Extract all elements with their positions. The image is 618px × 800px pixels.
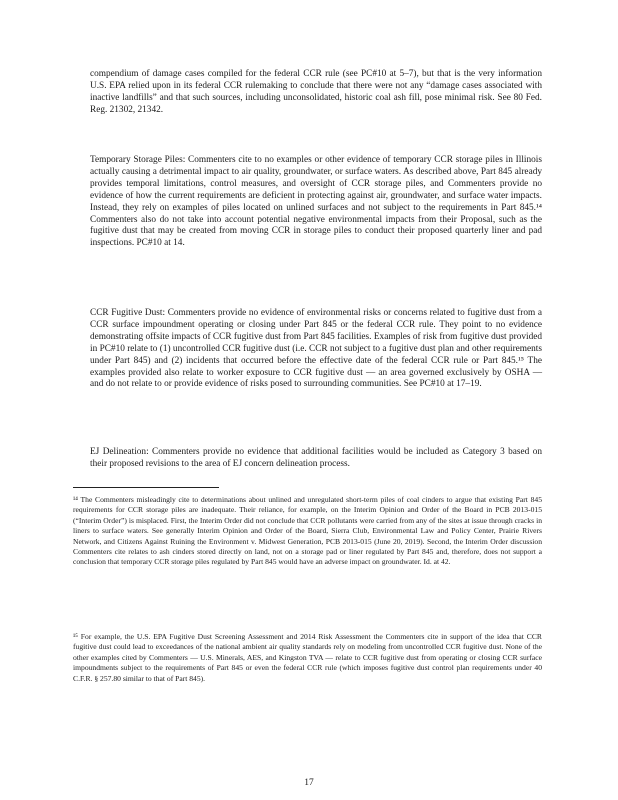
footnote-14: ¹⁴ The Commenters misleadingly cite to determinations about unlined and unregulated short-term piles of coal cinders to argue that existing Part 845 requirements for CCR storage piles are inadequate. Their reliance, for example, on the Interim Opinion and Order of the Board in PCB 2013-015 (“Interim Order”) is misplaced. First, the Interim Order did not conclude that CCR pollutants were carried from any of the sites at issue through cracks in liners to surface waters. See generally Interim Opinion and Order of the Board, Sierra Club, Environmental Law and Policy Center, Prairie Rivers Network, and Citizens Against Ruining the Environment v. Midwest Generation, PCB 2013-015 (June 20, 2019). Second, the Interim Order discussion Commenters cite relates to ash cinders stored directly on land, not on a storage pad or liner regulated by Part 845 and, therefore, does not support a conclusion that temporary CCR storage piles regulated by Part 845 would have an adverse impact on groundwater. Id. at 42. xyxy=(73,495,542,567)
ej-delineation-paragraph: EJ Delineation: Commenters provide no evidence that additional facilities would be included as Category 3 based on their proposed revisions to the area of EJ concern delineation process. xyxy=(90,447,542,469)
ccr-fugitive-dust-paragraph: CCR Fugitive Dust: Commenters provide no evidence of environmental risks or concerns related to fugitive dust from a CCR surface impoundment operating or closing under Part 845 or the federal CCR rule. They point to no evidence demonstrating offsite impacts of CCR fugitive dust from Part 845 facilities. Examples of risk from fugitive dust provided in PC#10 relate to (1) uncontrolled CCR fugitive dust (i.e. CCR not subject to a fugitive dust plan and other requirements under Part 845) and (2) incidents that occurred before the effective date of the federal CCR rule or Part 845.¹⁵ The examples provided also relate to worker exposure to CCR fugitive dust — an area governed exclusively by OSHA — and do not relate to or provide evidence of risks posed to surrounding communities. See PC#10 at 17–19. xyxy=(90,308,542,390)
page-number: 17 xyxy=(304,778,314,788)
footnote-divider xyxy=(73,487,219,488)
temporary-storage-piles-paragraph: Temporary Storage Piles: Commenters cite to no examples or other evidence of temporary CCR storage piles in Illinois actually causing a detrimental impact to air quality, groundwater, or surface waters. As described above, Part 845 already provides temporal limitations, control measures, and oversight of CCR storage piles, and Commenters provide no evidence of how the current requirements are deficient in protecting against air, groundwater, and surface water impacts. Instead, they rely on examples of piles located on unlined surfaces and not subject to the requirements in Part 845.¹⁴ Commenters also do not take into account potential negative environmental impacts from their Proposal, such as the fugitive dust that may be created from moving CCR in storage piles to conduct their proposed quarterly liner and pad inspections. PC#10 at 14. xyxy=(90,155,542,249)
footnote-15: ¹⁵ For example, the U.S. EPA Fugitive Dust Screening Assessment and 2014 Risk Assessment the Commenters cite in support of the idea that CCR fugitive dust could lead to exceedances of the national ambient air quality standards rely on modeling from uncontrolled CCR fugitive dust. None of the other examples cited by Commenters — U.S. Minerals, AES, and Kingston TVA — relate to CCR fugitive dust from operating or closing CCR surface impoundments subject to the requirements of Part 845 or even the federal CCR rule (which imposes fugitive dust control plan requirements under 40 C.F.R. § 257.80 similar to that of Part 845). xyxy=(73,632,542,683)
continuation-paragraph: compendium of damage cases compiled for the federal CCR rule (see PC#10 at 5–7), but that is the very information U.S. EPA relied upon in its federal CCR rulemaking to conclude that there were not any “damage cases associated with inactive landfills” and that such sources, including unconsolidated, historic coal ash fill, pose minimal risk. See 80 Fed. Reg. 21302, 21342. xyxy=(90,69,542,115)
